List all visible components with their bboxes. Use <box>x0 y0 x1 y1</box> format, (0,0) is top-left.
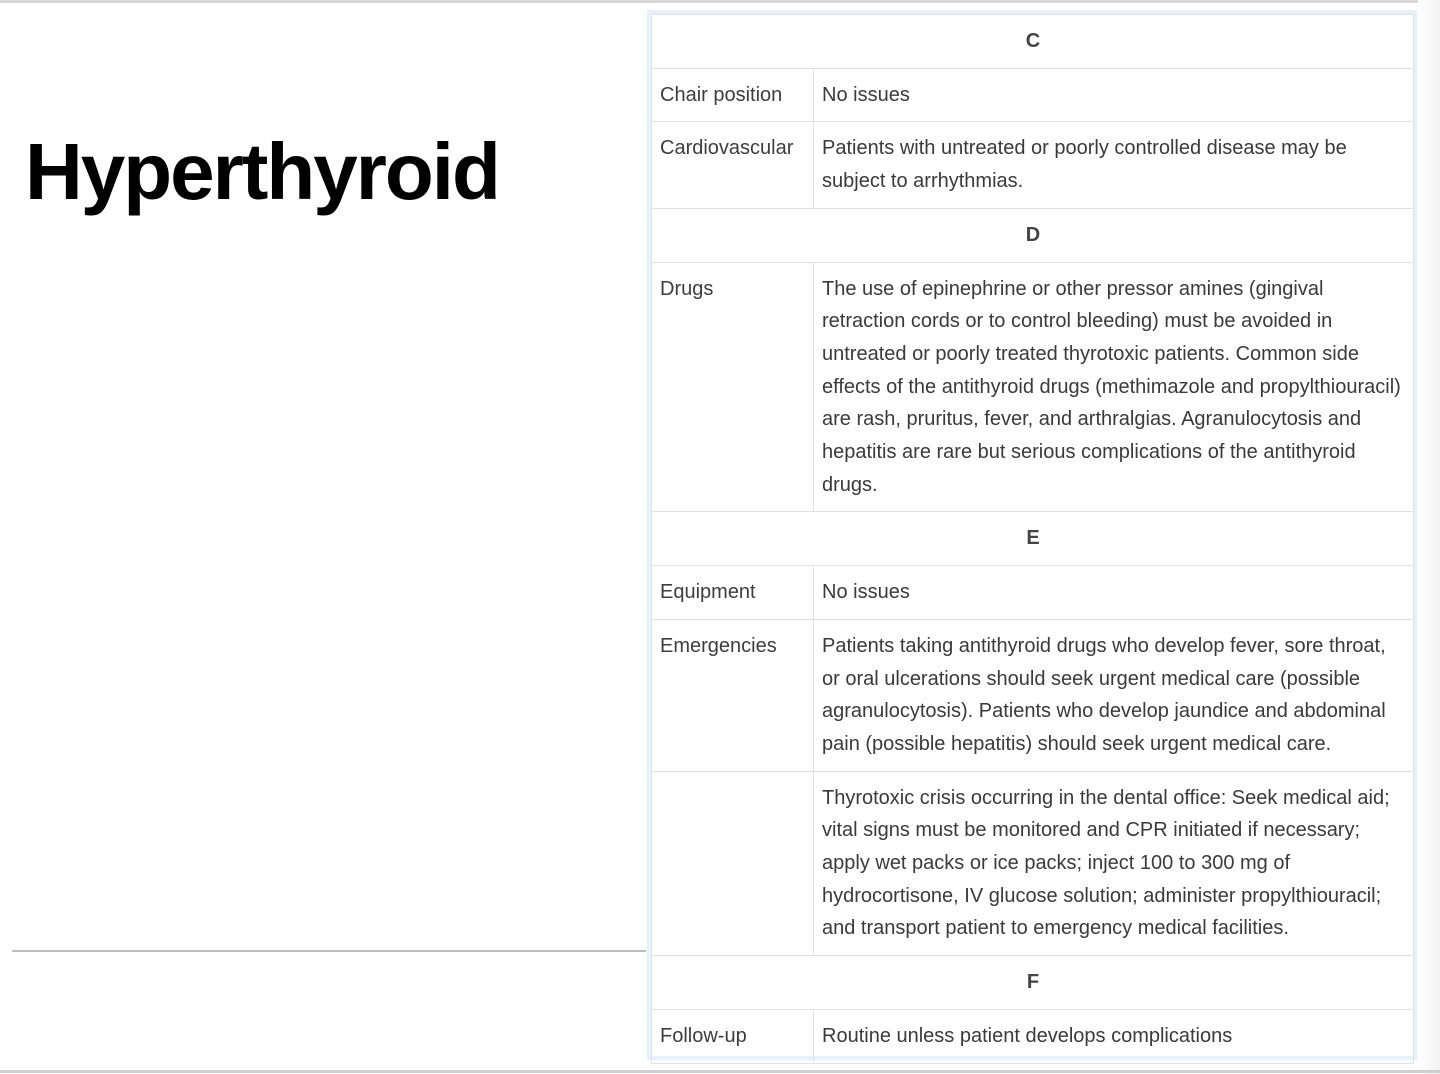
top-border <box>0 0 1440 3</box>
table-row-thyrotoxic-crisis <box>652 771 1414 956</box>
row-value: No issues <box>814 566 1414 620</box>
row-label: Drugs <box>652 262 814 512</box>
slide-edge-shadow <box>1418 0 1440 1074</box>
section-row-e <box>652 512 1414 566</box>
row-label: Equipment <box>652 566 814 620</box>
row-value: Patients taking antithyroid drugs who develop fever, sore throat, or oral ulcerations should seek urgent medical care (possible agranulocytosis). Patients who develop jaundice and abdominal pain (possible hepatitis) should seek urgent medical care. <box>814 619 1414 771</box>
section-heading: F <box>652 956 1414 1010</box>
section-heading: E <box>652 512 1414 566</box>
slide-title: Hyperthyroid <box>25 127 499 216</box>
table-row-emergencies <box>652 619 1414 771</box>
row-value: No issues <box>814 68 1414 122</box>
row-label: Cardiovascular <box>652 122 814 208</box>
title-divider <box>12 950 646 952</box>
section-row-f <box>652 956 1414 1010</box>
section-row-d <box>652 208 1414 262</box>
row-label <box>652 771 814 956</box>
table-row-follow-up <box>652 1009 1414 1063</box>
table-row-drugs <box>652 262 1414 512</box>
bottom-border <box>0 1070 1440 1073</box>
section-heading: C <box>652 15 1414 69</box>
table-row-equipment <box>652 566 1414 620</box>
table-row-cardiovascular <box>652 122 1414 208</box>
row-value: Patients with untreated or poorly controlled disease may be subject to arrhythmias. <box>814 122 1414 208</box>
row-value: Thyrotoxic crisis occurring in the dental office: Seek medical aid; vital signs must be monitored and CPR initiated if necessary; apply wet packs or ice packs; inject 100 to 300 mg of hydrocortisone, IV glucose solution; administer propylthiouracil; and transport patient to emergency medical facilities. <box>814 771 1414 956</box>
section-heading: D <box>652 208 1414 262</box>
dental-considerations-table-frame <box>647 10 1417 1060</box>
row-label: Chair position <box>652 68 814 122</box>
dental-considerations-table <box>651 14 1414 1064</box>
row-value: The use of epinephrine or other pressor amines (gingival retraction cords or to control bleeding) must be avoided in untreated or poorly treated thyrotoxic patients. Common side effects of the antithyroid drugs (methimazole and propylthiouracil) are rash, pruritus, fever, and arthralgias. Agranulocytosis and hepatitis are rare but serious complications of the antithyroid drugs. <box>814 262 1414 512</box>
row-value: Routine unless patient develops complications <box>814 1009 1414 1063</box>
table-row-chair-position <box>652 68 1414 122</box>
row-label: Emergencies <box>652 619 814 771</box>
row-label: Follow-up <box>652 1009 814 1063</box>
section-row-c <box>652 15 1414 69</box>
